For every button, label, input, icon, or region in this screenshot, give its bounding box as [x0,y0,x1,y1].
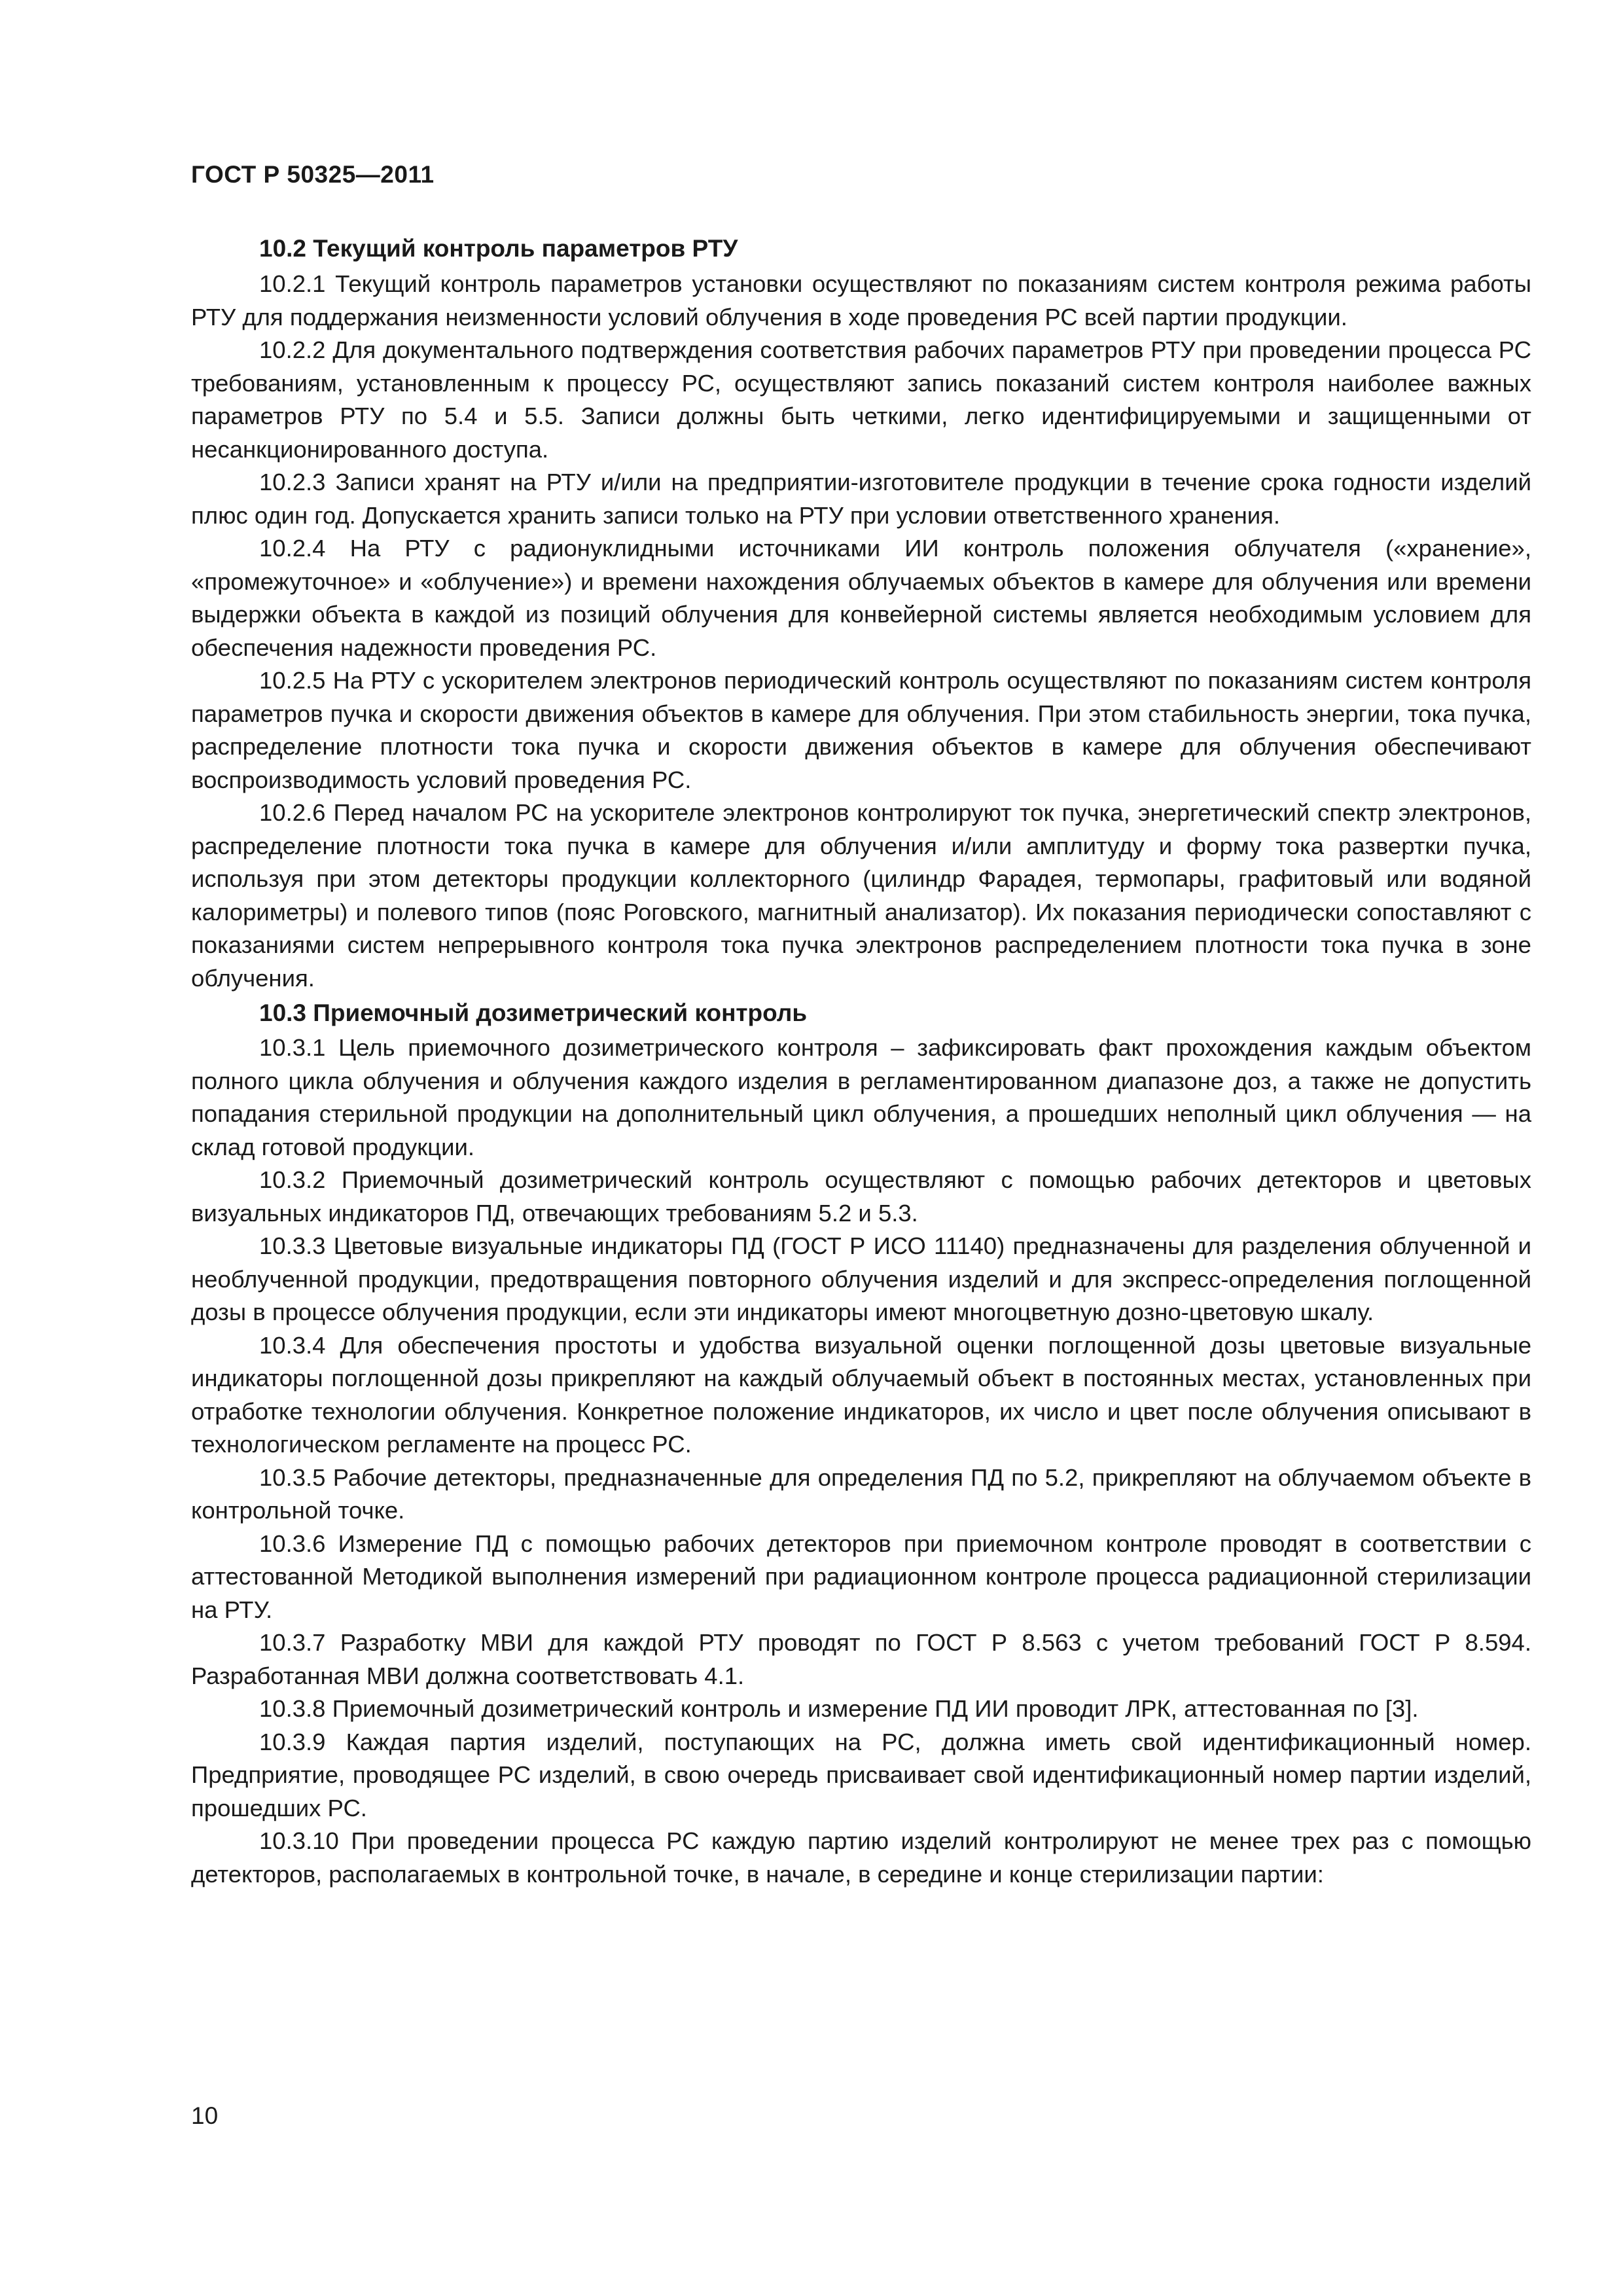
paragraph-10-3-4: 10.3.4 Для обеспечения простоты и удобства визуальной оценки поглощенной дозы цветовые визуальные индикаторы поглощенной дозы прикрепляют на каждый облучаемый объект в постоянных местах, установленных при отработке технологии облучения. Конкретное положение индикаторов, их число и цвет после облучения описывают в технологическом регламенте на процесс РС. [191,1331,1531,1458]
paragraph-10-3-6: 10.3.6 Измерение ПД с помощью рабочих детекторов при приемочном контроле проводят в соответствии с аттестованной Методикой выполнения измерений при радиационном контроле процесса радиационной стерилизации на РТУ. [191,1530,1531,1623]
paragraph-10-3-9: 10.3.9 Каждая партия изделий, поступающих на РС, должна иметь свой идентификационный номер. Предприятие, проводящее РС изделий, в свою очередь присваивает свой идентификационный номер партии изделий, прошедших РС. [191,1728,1531,1821]
paragraph-10-2-3: 10.2.3 Записи хранят на РТУ и/или на предприятии-изготовителе продукции в течение срока годности изделий плюс один год. Допускается хранить записи только на РТУ при условии ответственного хранения. [191,469,1531,529]
paragraph-10-3-8: 10.3.8 Приемочный дозиметрический контроль и измерение ПД ИИ проводит ЛРК, аттестованная по [3]. [259,1695,1419,1722]
section-heading-10-2: 10.2 Текущий контроль параметров РТУ [259,235,738,262]
paragraph-10-3-2: 10.3.2 Приемочный дозиметрический контроль осуществляют с помощью рабочих детекторов и цветовых визуальных индикаторов ПД, отвечающих требованиям 5.2 и 5.3. [191,1166,1531,1227]
paragraph-10-2-5: 10.2.5 На РТУ с ускорителем электронов периодический контроль осуществляют по показаниям систем контроля параметров пучка и скорости движения объектов в камере для облучения. При этом стабильность энергии, тока пучка, распределение плотности тока пучка и скорости движения объектов в камере для облучения обеспечивают воспроизводимость условий проведения РС. [191,667,1531,793]
paragraph-10-2-4: 10.2.4 На РТУ с радионуклидными источниками ИИ контроль положения облучателя («хранение», «промежуточное» и «облучение») и времени нахождения облучаемых объектов в камере для облучения или времени выдержки объекта в каждой из позиций облучения для конвейерной системы является необходимым условием для обеспечения надежности проведения РС. [191,535,1531,661]
paragraph-10-3-1: 10.3.1 Цель приемочного дозиметрического контроля – зафиксировать факт прохождения каждым объектом полного цикла облучения и облучения каждого изделия в регламентированном диапазоне доз, а также не допустить попадания стерильной продукции на дополнительный цикл облучения, а прошедших неполный цикл облучения — на склад готовой продукции. [191,1034,1531,1160]
paragraph-10-3-3: 10.3.3 Цветовые визуальные индикаторы ПД (ГОСТ Р ИСО 11140) предназначены для разделения облученной и необлученной продукции, предотвращения повторного облучения изделий и для экспресс-определения поглощенной дозы в процессе облучения продукции, если эти индикаторы имеют многоцветную дозно-цветовую шкалу. [191,1232,1531,1325]
page-number: 10 [191,2102,219,2129]
paragraph-10-3-5: 10.3.5 Рабочие детекторы, предназначенные для определения ПД по 5.2, прикрепляют на облучаемом объекте в контрольной точке. [191,1463,1531,1524]
paragraph-10-2-1: 10.2.1 Текущий контроль параметров установки осуществляют по показаниям систем контроля режима работы РТУ для поддержания неизменности условий облучения в ходе проведения РС всей партии продукции. [191,270,1531,331]
section-heading-10-3: 10.3 Приемочный дозиметрический контроль [259,999,808,1026]
paragraph-10-3-7: 10.3.7 Разработку МВИ для каждой РТУ проводят по ГОСТ Р 8.563 с учетом требований ГОСТ Р 8.594. Разработанная МВИ должна соответствовать 4.1. [191,1629,1531,1689]
paragraph-10-2-2: 10.2.2 Для документального подтверждения соответствия рабочих параметров РТУ при проведении процесса РС требованиям, установленным к процессу РС, осуществляют запись показаний систем контроля наиболее важных параметров РТУ по 5.4 и 5.5. Записи должны быть четкими, легко идентифицируемыми и защищенными от несанкционированного доступа. [191,336,1531,463]
paragraph-10-2-6: 10.2.6 Перед началом РС на ускорителе электронов контролируют ток пучка, энергетический спектр электронов, распределение плотности тока пучка в камере для облучения и/или амплитуду и форму тока развертки пучка, используя при этом детекторы продукции коллекторного (цилиндр Фарадея, термопары, графитовый или водяной калориметры) и полевого типов (пояс Роговского, магнитный анализатор). Их показания периодически сопоставляют с показаниями систем непрерывного контроля тока пучка электронов распределением плотности тока пучка в зоне облучения. [191,799,1531,992]
document-body [191,232,1531,1891]
document-header: ГОСТ Р 50325—2011 [191,161,435,188]
paragraph-10-3-10: 10.3.10 При проведении процесса РС каждую партию изделий контролируют не менее трех раз с помощью детекторов, располагаемых в контрольной точке, в начале, в середине и конце стерилизации партии: [191,1827,1531,1888]
